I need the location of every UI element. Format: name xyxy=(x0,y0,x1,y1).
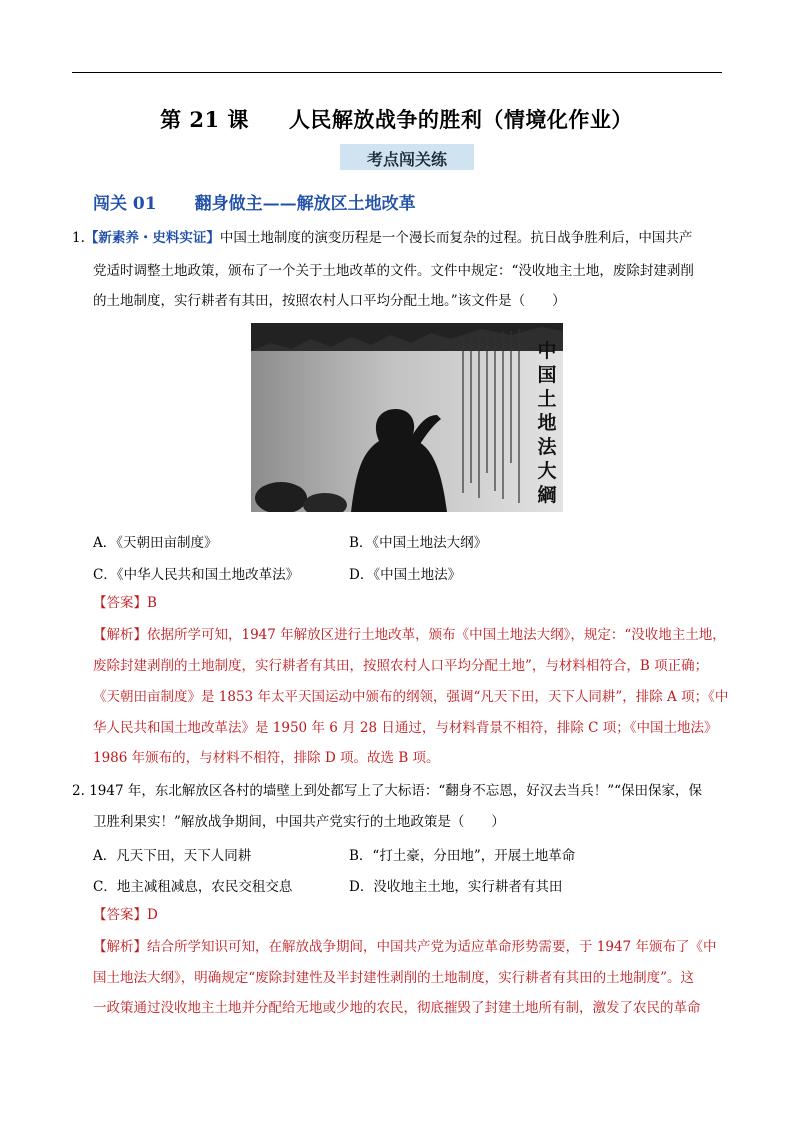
q2-number: 2. xyxy=(72,783,85,799)
q1-option-c: C．《中华人民共和国土地改革法》 xyxy=(93,567,300,583)
section-badge xyxy=(340,144,474,170)
q1-option-d: D．《中国土地法》 xyxy=(349,567,462,583)
section-heading xyxy=(93,189,416,214)
q1-analysis-line-2: 废除封建剥削的土地制度，实行耕者有其田，按照农村人口平均分配土地”，与材料相符合，B 项正确； xyxy=(93,658,709,674)
q2-analysis-line-3: 一政策通过没收地主土地并分配给无地或少地的农民，彻底摧毁了封建土地所有制，激发了农民的革命 xyxy=(93,1000,701,1016)
photo-caption-char: 中 xyxy=(537,340,557,362)
q1-line-2: 党适时调整土地政策，颁布了一个关于土地改革的文件。文件中规定：“没收地主土地，废除封建剥削 xyxy=(93,263,694,279)
q2-line-1: 2. 1947 年，东北解放区各村的墙壁上到处都写上了大标语：“翻身不忘恩，好汉去当兵！”“保田保家，保 xyxy=(72,783,703,799)
q2-option-a: A．凡天下田，天下人同耕 xyxy=(93,848,252,864)
svg-text:綱: 綱 xyxy=(537,484,557,506)
q1-line-1: 1.【新素养・史料实证】中国土地制度的演变历程是一个漫长而复杂的过程。抗日战争胜利后，中国共产 xyxy=(72,230,693,246)
q2-analysis-line-1: 【解析】结合所学知识可知，在解放战争期间，中国共产党为适应革命形势需要，于 1947 年颁布了《中 xyxy=(93,939,717,955)
q2-option-c: C．地主减租减息，农民交租交息 xyxy=(93,879,293,895)
q1-answer-value: B xyxy=(147,595,157,611)
page-title xyxy=(0,104,793,134)
q1-analysis-line-4: 华人民共和国土地改革法》是 1950 年 6 月 28 日通过，与材料背景不相符，排除 C 项；《中国土地法》 xyxy=(93,720,718,736)
q2-analysis-line-2: 国土地法大纲》，明确规定“废除封建性及半封建性剥削的土地制度，实行耕者有其田的土地制度”。这 xyxy=(93,970,695,986)
q1-option-a: A．《天朝田亩制度》 xyxy=(93,535,218,551)
q1-analysis-line-5: 1986 年颁布的，与材料不相符，排除 D 项。故选 B 项。 xyxy=(93,750,440,766)
q2-option-d: D．没收地主土地，实行耕者有其田 xyxy=(349,879,563,895)
q2-line-2: 卫胜利果实！”解放战争期间，中国共产党实行的土地政策是（ ） xyxy=(93,814,505,830)
q1-analysis-line-1: 【解析】依据所学可知，1947 年解放区进行土地改革，颁布《中国土地法大纲》，规定：“没收地主土地， xyxy=(93,627,726,643)
lesson-number: 第 21 课 xyxy=(160,107,249,132)
q2-answer: 【答案】D xyxy=(93,907,158,923)
q1-option-b: B．《中国土地法大纲》 xyxy=(349,535,488,551)
svg-text:国: 国 xyxy=(537,364,557,386)
badge-label: 考点闯关练 xyxy=(366,150,447,169)
svg-text:大: 大 xyxy=(537,460,557,482)
header-rule xyxy=(72,72,722,73)
q1-number: 1. xyxy=(72,230,85,246)
section-name: 翻身做主——解放区土地改革 xyxy=(194,194,416,214)
photo-illustration xyxy=(251,323,563,512)
q2-option-b: B．“打土豪，分田地”，开展土地革命 xyxy=(349,848,576,864)
q2-answer-value: D xyxy=(147,907,158,923)
q1-analysis-line-3: 《天朝田亩制度》是 1853 年太平天国运动中颁布的纲领，强调“凡天下田，天下人同耕”，排除 A 项；《中 xyxy=(93,689,729,705)
historical-photo xyxy=(251,323,563,512)
svg-text:土: 土 xyxy=(537,388,557,410)
q1-tag: 【新素养・史料实证】 xyxy=(84,230,220,246)
lesson-title: 人民解放战争的胜利（情境化作业） xyxy=(288,107,633,132)
q1-line-3: 的土地制度，实行耕者有其田，按照农村人口平均分配土地。”该文件是（ ） xyxy=(93,293,566,309)
section-code: 闯关 01 xyxy=(93,194,157,214)
q1-answer: 【答案】B xyxy=(93,595,157,611)
svg-text:法: 法 xyxy=(537,436,557,458)
svg-text:地: 地 xyxy=(537,412,557,434)
